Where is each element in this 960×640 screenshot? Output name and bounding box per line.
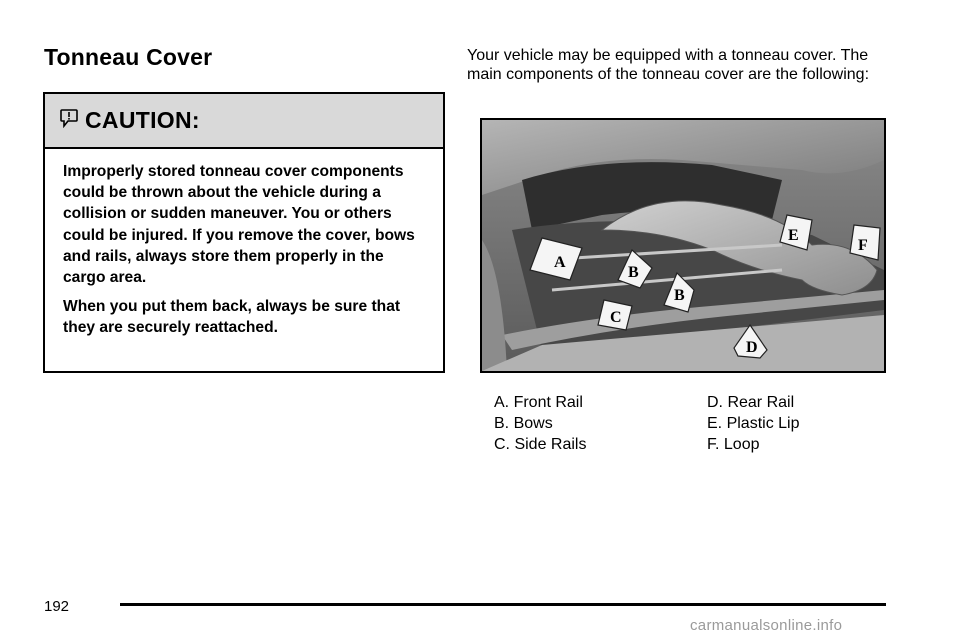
legend-item: C. Side Rails <box>494 436 587 453</box>
caution-label: CAUTION: <box>85 107 200 133</box>
legend-right <box>707 392 799 455</box>
legend-item: E. Plastic Lip <box>707 415 800 432</box>
caution-box <box>43 92 445 373</box>
legend-item: F. Loop <box>707 436 760 453</box>
photo-illustration <box>482 120 884 371</box>
page-title: Tonneau Cover <box>44 44 213 70</box>
legend-item: D. Rear Rail <box>707 394 795 411</box>
footer-rule <box>120 603 886 606</box>
warning-icon <box>59 108 79 128</box>
caution-body <box>45 149 443 339</box>
callout-label: B <box>628 264 639 281</box>
callout-label: A <box>554 254 566 271</box>
caution-header <box>45 94 443 149</box>
caution-paragraph: When you put them back, always be sure that they are securely reattached. <box>63 298 401 337</box>
callout-label: B <box>674 287 685 304</box>
callout-label: D <box>746 339 758 356</box>
page-number: 192 <box>44 598 70 615</box>
caution-paragraph: Improperly stored tonneau cover components could be thrown about the vehicle during a collision or sudden maneuver. You or others could be injured. If you remove the cover, bows and rails, always store them properly in the cargo area. <box>63 163 415 287</box>
watermark[interactable]: carmanualsonline.info <box>690 617 843 634</box>
intro-text: Your vehicle may be equipped with a tonneau cover. The main components of the tonneau cover are the following: <box>467 47 870 83</box>
callout-label: C <box>610 309 622 326</box>
callout-c <box>598 300 632 330</box>
callout-label: F <box>858 237 868 254</box>
legend-item: B. Bows <box>494 415 553 432</box>
callout-label: E <box>788 227 799 244</box>
legend-item: A. Front Rail <box>494 394 583 411</box>
tonneau-cover-photo <box>480 118 886 373</box>
legend-left <box>494 392 586 455</box>
